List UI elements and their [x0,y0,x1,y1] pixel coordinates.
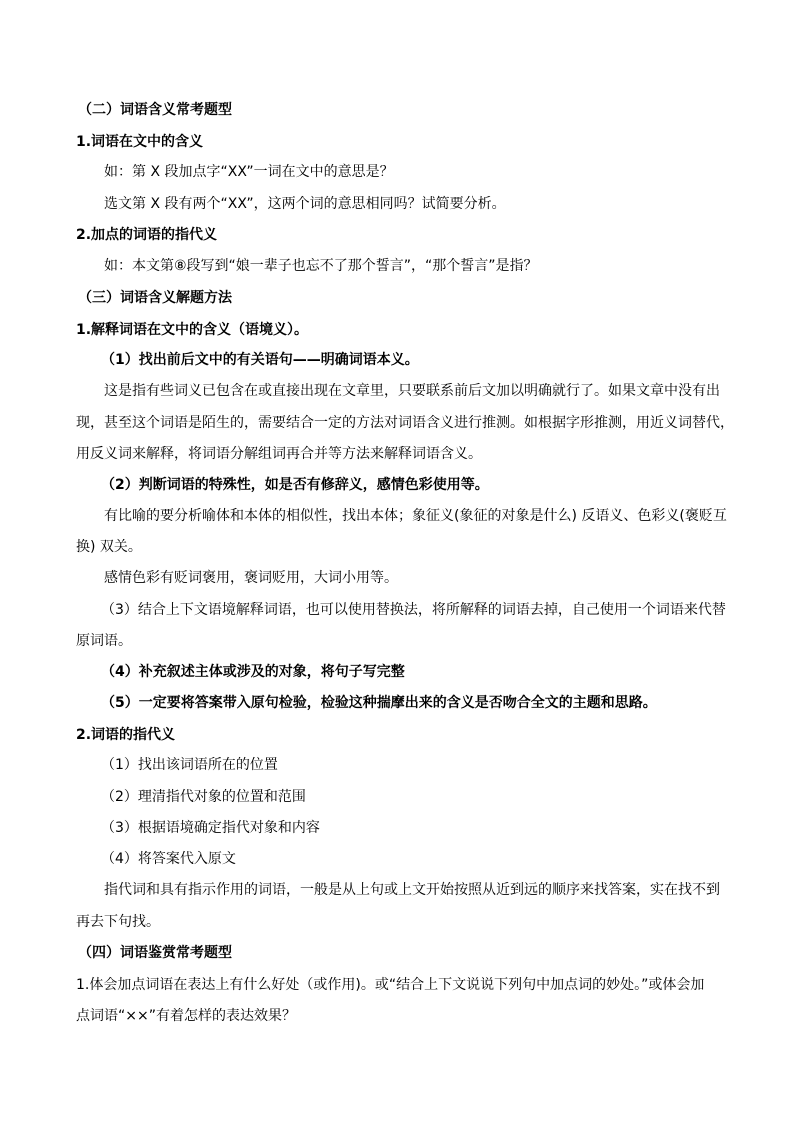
item-heading: 2.加点的词语的指代义 [76,227,218,243]
paragraph-line: 如：本文第⑧段写到“娘一辈子也忘不了那个誓言”，“那个誓言”是指？ [104,258,538,274]
list-item: （3）根据语境确定指代对象和内容 [101,820,320,836]
list-item: （2）理清指代对象的位置和范围 [101,789,306,805]
paragraph-line: 原词语。 [76,633,132,649]
paragraph-line: 现，甚至这个词语是陌生的，需要结合一定的方法对词语含义进行推测。如根据字形推测，用近义词替代， [76,415,734,431]
section-heading-3: （三）词语含义解题方法 [78,290,232,306]
method-heading: （2）判断词语的特殊性，如是否有修辞义，感情色彩使用等。 [101,477,489,493]
paragraph-line: 换) 双关。 [76,539,142,555]
paragraph-line: 这是指有些词义已包含在或直接出现在文章里，只要联系前后文加以明确就行了。如果文章中没有出 [104,383,720,399]
paragraph-line: 再去下句找。 [76,914,160,930]
list-item: （1）找出该词语所在的位置 [101,757,278,773]
section-heading-2: （二）词语含义常考题型 [78,102,232,118]
paragraph-line: 如：第 X 段加点字“XX”一词在文中的意思是？ [104,164,394,180]
method-line: （3）结合上下文语境解释词语，也可以使用替换法，将所解释的词语去掉，自己使用一个词语来代替 [101,602,726,618]
paragraph-line: 1.体会加点词语在表达上有什么好处（或作用)。或“结合上下文说说下列句中加点词的妙处。”或体会加 [76,977,705,993]
section-heading-4: （四）词语鉴赏常考题型 [78,945,232,961]
paragraph-line: 用反义词来解释，将词语分解组词再合并等方法来解释词语含义。 [76,446,482,462]
item-heading: 2.词语的指代义 [76,727,176,743]
method-heading: （4）补充叙述主体或涉及的对象，将句子写完整 [101,664,405,680]
item-heading: 1.词语在文中的含义 [76,134,204,150]
item-heading: 1.解释词语在文中的含义（语境义）。 [76,322,309,338]
list-item: （4）将答案代入原文 [101,851,236,867]
paragraph-line: 点词语“××”有着怎样的表达效果？ [76,1008,296,1024]
paragraph-line: 指代词和具有指示作用的词语，一般是从上句或上文开始按照从近到远的顺序来找答案，实在找不到 [104,882,720,898]
paragraph-line: 有比喻的要分析喻体和本体的相似性，找出本体；象征义(象征的对象是什么) 反语义、色彩义(褒贬互 [104,508,727,524]
method-heading: （5）一定要将答案带入原句检验，检验这种揣摩出来的含义是否吻合全文的主题和思路。 [101,695,657,711]
paragraph-line: 选文第 X 段有两个“XX”，这两个词的意思相同吗？试简要分析。 [104,196,506,212]
paragraph-line: 感情色彩有贬词褒用，褒词贬用，大词小用等。 [104,570,398,586]
method-heading: （1）找出前后文中的有关语句——明确词语本义。 [101,352,419,368]
